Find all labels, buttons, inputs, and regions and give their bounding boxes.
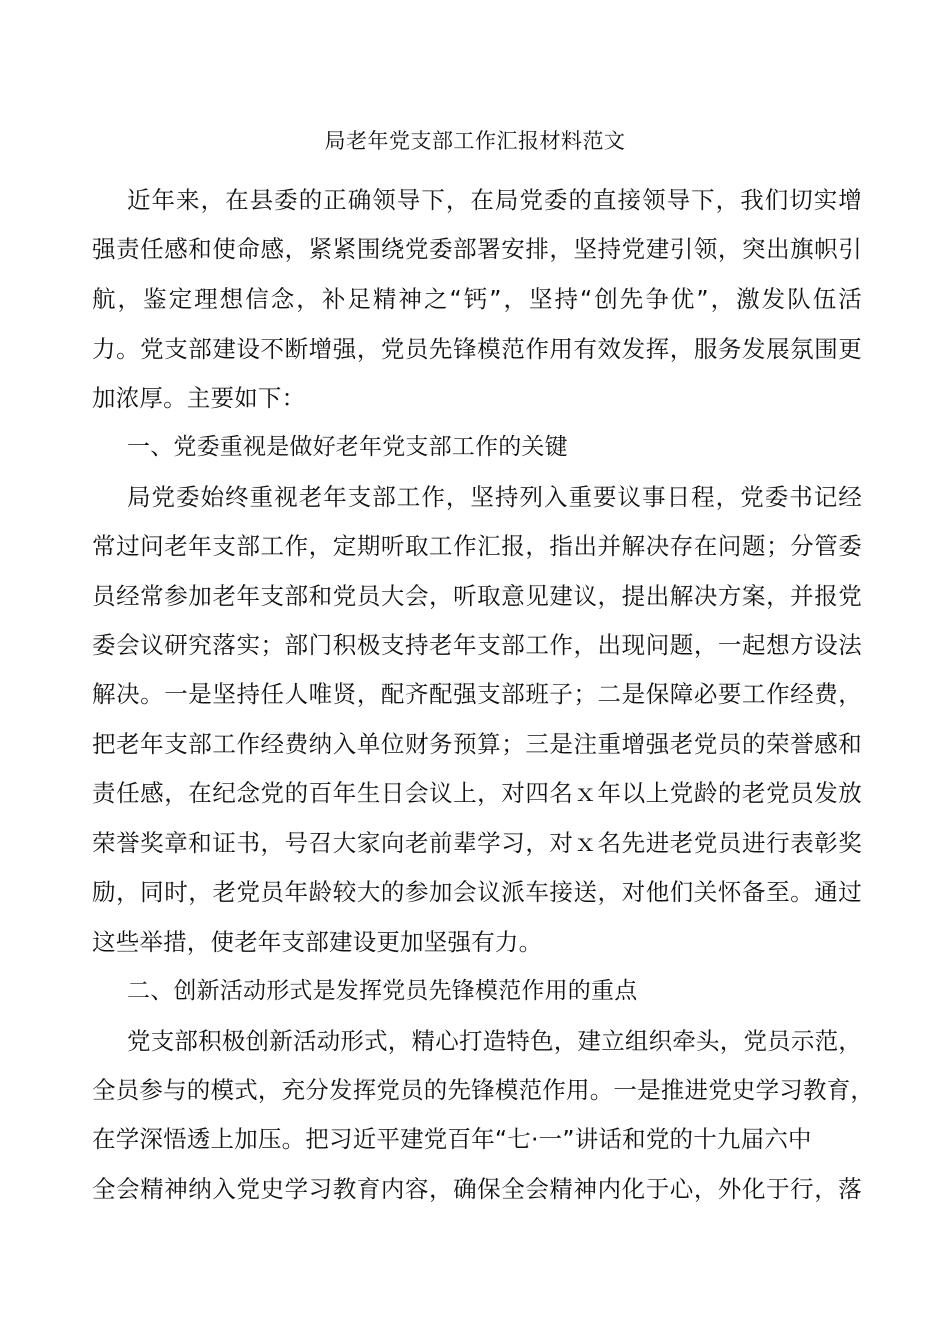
paragraph-line: 员经常参加老年支部和党员大会，听取意见建议，提出解决方案，并报党 — [92, 582, 862, 610]
paragraph-line: 解决。一是坚持任人唯贤，配齐配强支部班子；二是保障必要工作经费， — [92, 680, 862, 708]
paragraph-line: 把老年支部工作经费纳入单位财务预算；三是注重增强老党员的荣誉感和 — [92, 730, 862, 758]
section-heading: 二、创新活动形式是发挥党员先锋模范作用的重点 — [127, 978, 638, 1004]
paragraph-line: 力。党支部建设不断增强，党员先锋模范作用有效发挥，服务发展氛围更 — [92, 335, 862, 363]
paragraph-line: 励，同时，老党员年龄较大的参加会议派车接送，对他们关怀备至。通过 — [92, 878, 862, 906]
paragraph-line: 近年来，在县委的正确领导下，在局党委的直接领导下，我们切实增 — [127, 186, 862, 214]
paragraph-line: 航，鉴定理想信念，补足精神之“钙”，坚持“创先争优”，激发队伍活 — [92, 285, 862, 313]
paragraph-line: 常过问老年支部工作，定期听取工作汇报，指出并解决存在问题；分管委 — [92, 532, 862, 560]
paragraph-line: 在学深悟透上加压。把习近平建党百年“七·一”讲话和党的十九届六中 — [92, 1125, 812, 1153]
section-heading: 一、党委重视是做好老年党支部工作的关键 — [127, 434, 568, 460]
document-title: 局老年党支部工作汇报材料范文 — [324, 129, 626, 153]
paragraph-line: 委会议研究落实；部门积极支持老年支部工作，出现问题，一起想方设法 — [92, 631, 862, 659]
paragraph-line: 全员参与的模式，充分发挥党员的先锋模范作用。一是推进党史学习教育， — [92, 1076, 875, 1104]
paragraph-line: 责任感，在纪念党的百年生日会议上，对四名ｘ年以上党龄的老党员发放 — [92, 779, 862, 807]
paragraph-line: 局党委始终重视老年支部工作，坚持列入重要议事日程，党委书记经 — [127, 483, 862, 511]
paragraph-line: 强责任感和使命感，紧紧围绕党委部署安排，坚持党建引领，突出旗帜引 — [92, 235, 862, 263]
paragraph-line: 全会精神纳入党史学习教育内容，确保全会精神内化于心，外化于行，落 — [92, 1175, 862, 1203]
paragraph-line: 这些举措，使老年支部建设更加坚强有力。 — [92, 928, 543, 956]
paragraph-line: 加浓厚。主要如下： — [92, 384, 306, 412]
paragraph-line: 荣誉奖章和证书，号召大家向老前辈学习，对ｘ名先进老党员进行表彰奖 — [92, 829, 862, 857]
paragraph-line: 党支部积极创新活动形式，精心打造特色，建立组织牵头，党员示范， — [127, 1027, 862, 1055]
